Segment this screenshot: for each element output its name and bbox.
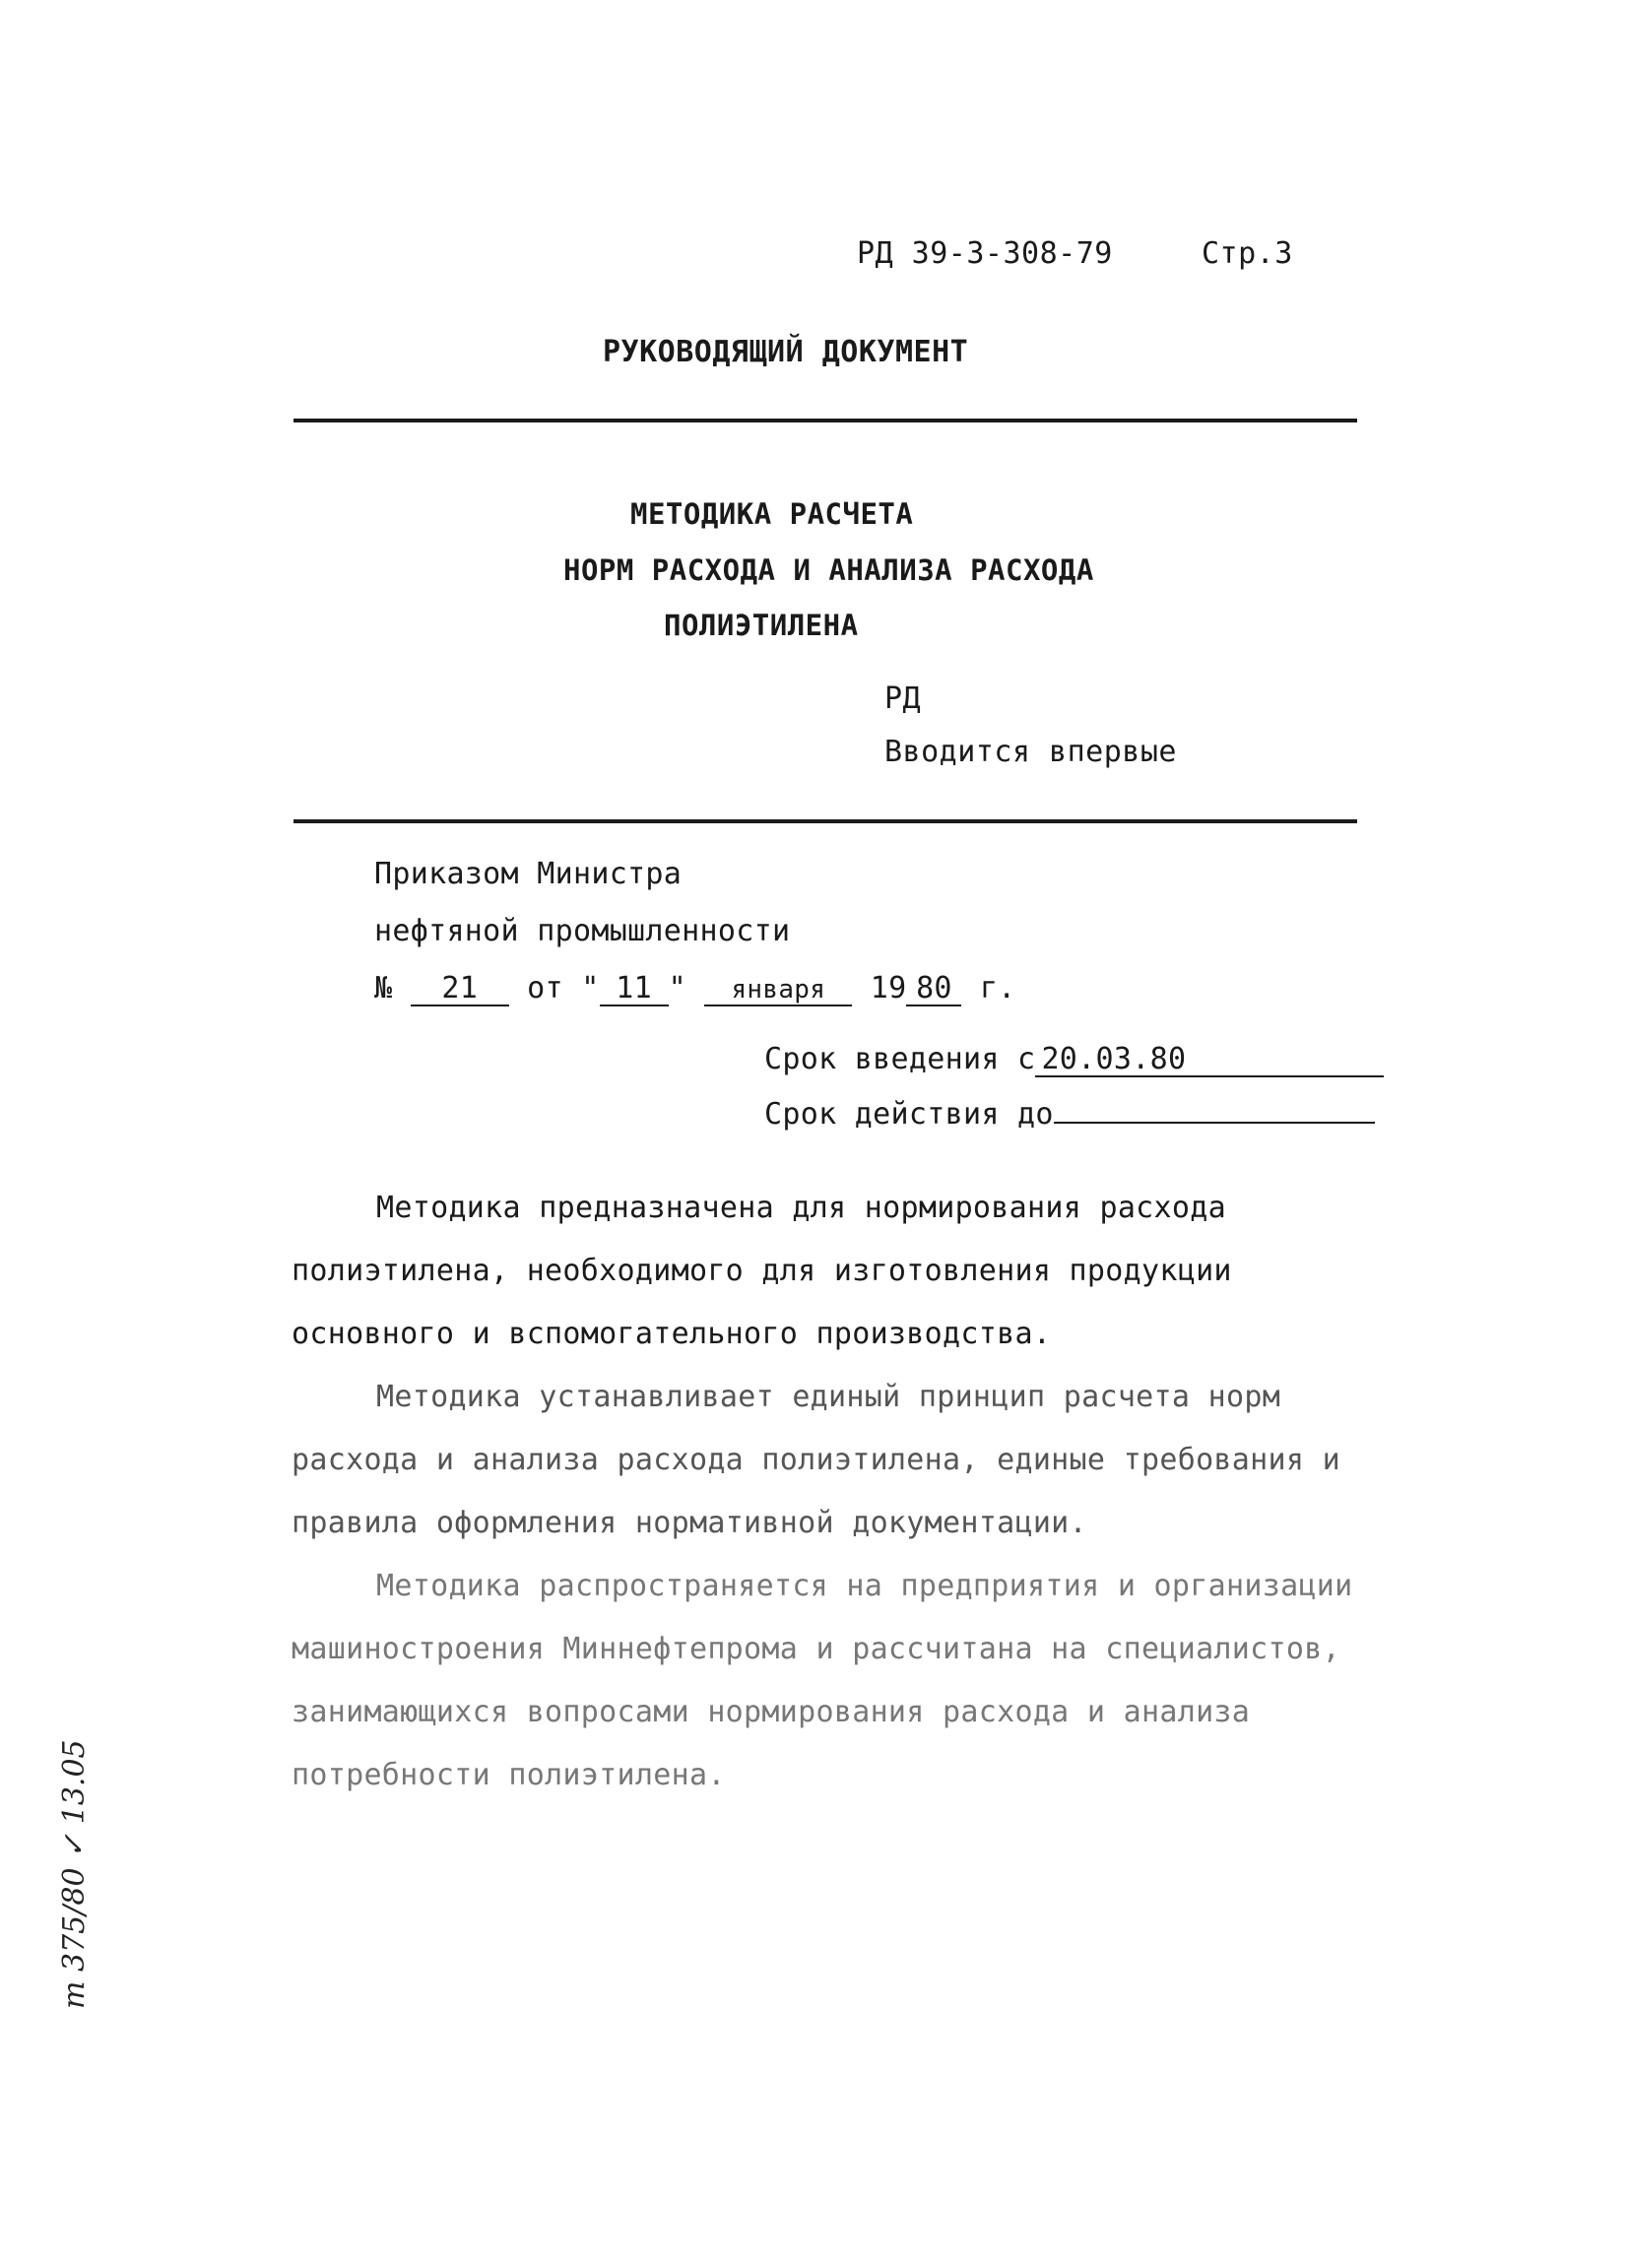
order-line-1: Приказом Министра — [374, 857, 683, 891]
order-month: января — [704, 976, 852, 1006]
order-line-2: нефтяной промышленности — [374, 914, 791, 948]
validity-end — [764, 1097, 1375, 1132]
paragraph-1: Методика предназначена для нормирования расхода полиэтилена, необходимого для изготовления продукции основного и вспомогательного производства. — [292, 1191, 1232, 1351]
year-abbrev: г. — [979, 971, 1016, 1005]
paragraph-3: Методика распространяется на предприятия и организации машиностроения Миннефтепрома и рассчитана на специалистов, занимающихся вопросами нормирования расхода и анализа потребности полиэтилена. — [292, 1569, 1353, 1792]
order-day: 11 — [600, 972, 669, 1006]
document-type: РУКОВОДЯЩИЙ ДОКУМЕНТ — [603, 335, 969, 369]
handwritten-margin-note: т 375/80 ✓ 13.05 — [57, 1739, 92, 2009]
page-number: Стр.3 — [1202, 236, 1293, 271]
order-number: 21 — [411, 972, 509, 1006]
title-line-1: МЕТОДИКА РАСЧЕТА — [630, 497, 914, 531]
document-code: РД 39-3-308-79 — [857, 236, 1113, 271]
rd-label: РД — [884, 681, 922, 716]
validity-start — [764, 1042, 1384, 1077]
title-line-2: НОРМ РАСХОДА И АНАЛИЗА РАСХОДА — [563, 553, 1094, 587]
middle-divider — [293, 819, 1357, 823]
top-divider — [293, 419, 1357, 422]
year-prefix: 19 — [870, 971, 907, 1005]
title-line-3: ПОЛИЭТИЛЕНА — [664, 609, 859, 642]
validity-start-value: 20.03.80 — [1035, 1043, 1384, 1077]
validity-start-label: Срок введения с — [764, 1042, 1036, 1076]
paragraph-2: Методика устанавливает единый принцип расчета норм расхода и анализа расхода полиэтилена, единые требования и правила оформления нормативной документации. — [292, 1380, 1340, 1540]
validity-end-value — [1054, 1122, 1375, 1124]
number-sign: № — [374, 971, 393, 1005]
order-year: 80 — [906, 972, 961, 1006]
introduced-label: Вводится впервые — [884, 735, 1177, 769]
from-label: от — [527, 971, 563, 1005]
validity-end-label: Срок действия до — [764, 1097, 1054, 1132]
order-number-line: № 21 от " 11 " января 19 80 г. — [374, 971, 1016, 1005]
body-text — [292, 1177, 1357, 1807]
